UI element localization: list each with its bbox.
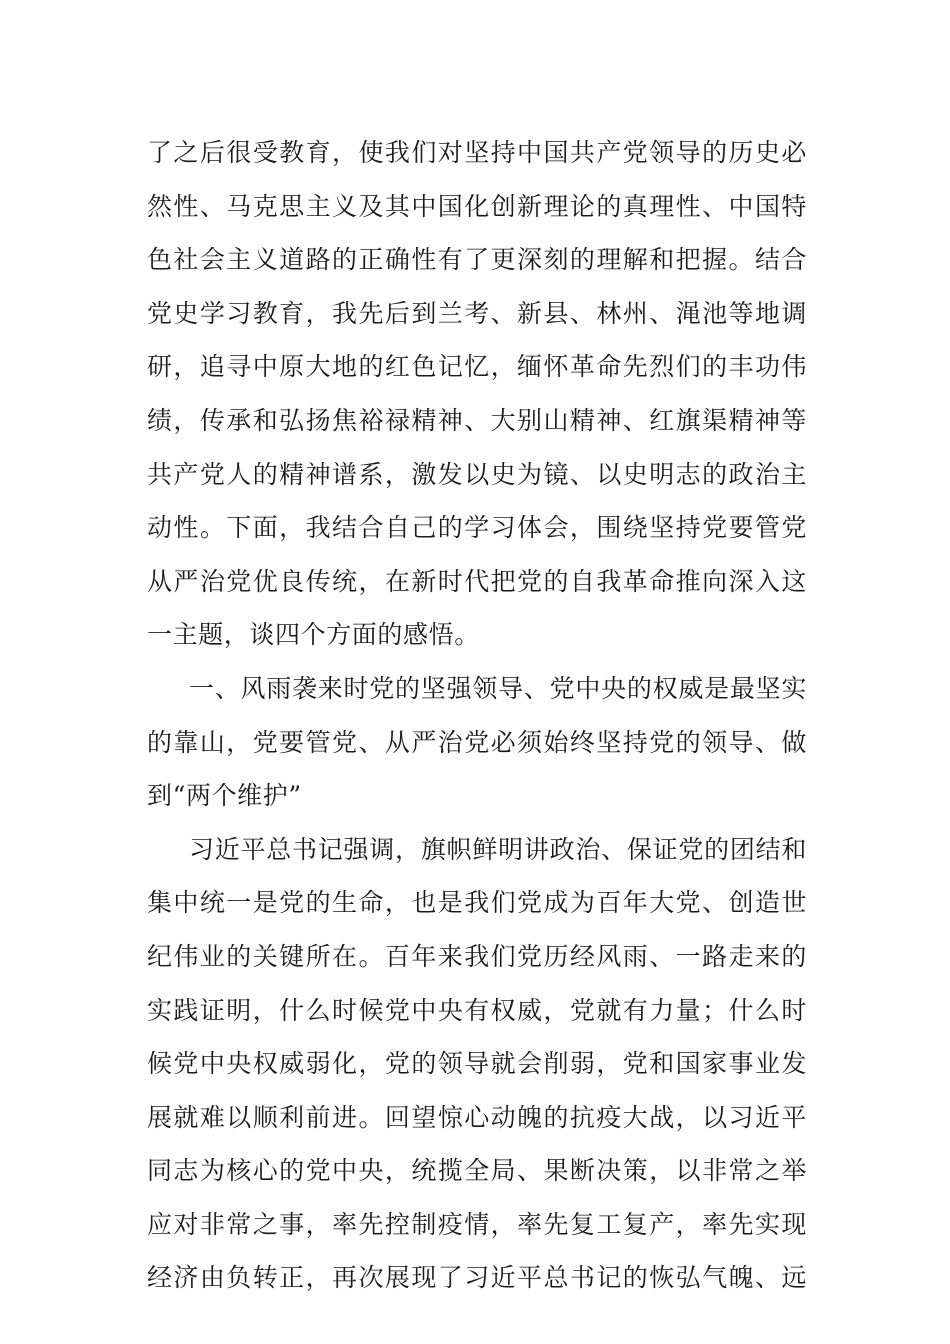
text-line: 动性。下面，我结合自己的学习体会，围绕坚持党要管党 [147, 513, 807, 543]
text-line: 同志为核心的党中央，统揽全局、果断决策，以非常之举 [147, 1156, 807, 1186]
text-line: 研，追寻中原大地的红色记忆，缅怀革命先烈们的丰功伟 [147, 352, 807, 382]
text-line: 经济由负转正，再次展现了习近平总书记的恢弘气魄、远 [147, 1263, 807, 1293]
section-heading-line: 到“两个维护” [147, 781, 302, 811]
text-line: 党史学习教育，我先后到兰考、新县、林州、渑池等地调 [147, 298, 807, 328]
section-heading-line: 一、风雨袭来时党的坚强领导、党中央的权威是最坚实 [189, 673, 807, 703]
text-line: 纪伟业的关键所在。百年来我们党历经风雨、一路走来的 [147, 941, 807, 971]
text-line: 一主题，谈四个方面的感悟。 [147, 620, 480, 650]
text-line: 候党中央权威弱化，党的领导就会削弱，党和国家事业发 [147, 1049, 807, 1079]
text-line: 绩，传承和弘扬焦裕禄精神、大别山精神、红旗渠精神等 [147, 405, 807, 435]
text-line: 集中统一是党的生命，也是我们党成为百年大党、创造世 [147, 888, 807, 918]
text-line: 应对非常之事，率先控制疫情，率先复工复产，率先实现 [147, 1209, 807, 1239]
text-line: 共产党人的精神谱系，激发以史为镜、以史明志的政治主 [147, 459, 807, 489]
text-line: 色社会主义道路的正确性有了更深刻的理解和把握。结合 [147, 245, 807, 275]
text-line: 实践证明，什么时候党中央有权威，党就有力量；什么时 [147, 995, 807, 1025]
text-line: 了之后很受教育，使我们对坚持中国共产党领导的历史必 [147, 138, 807, 167]
text-line: 展就难以顺利前进。回望惊心动魄的抗疫大战，以习近平 [147, 1102, 807, 1132]
section-heading-line: 的靠山，党要管党、从严治党必须始终坚持党的领导、做 [147, 727, 807, 757]
text-line: 习近平总书记强调，旗帜鲜明讲政治、保证党的团结和 [189, 834, 807, 864]
text-line: 从严治党优良传统，在新时代把党的自我革命推向深入这 [147, 566, 807, 596]
text-line: 然性、马克思主义及其中国化创新理论的真理性、中国特 [147, 191, 807, 221]
document-body [147, 126, 807, 1305]
